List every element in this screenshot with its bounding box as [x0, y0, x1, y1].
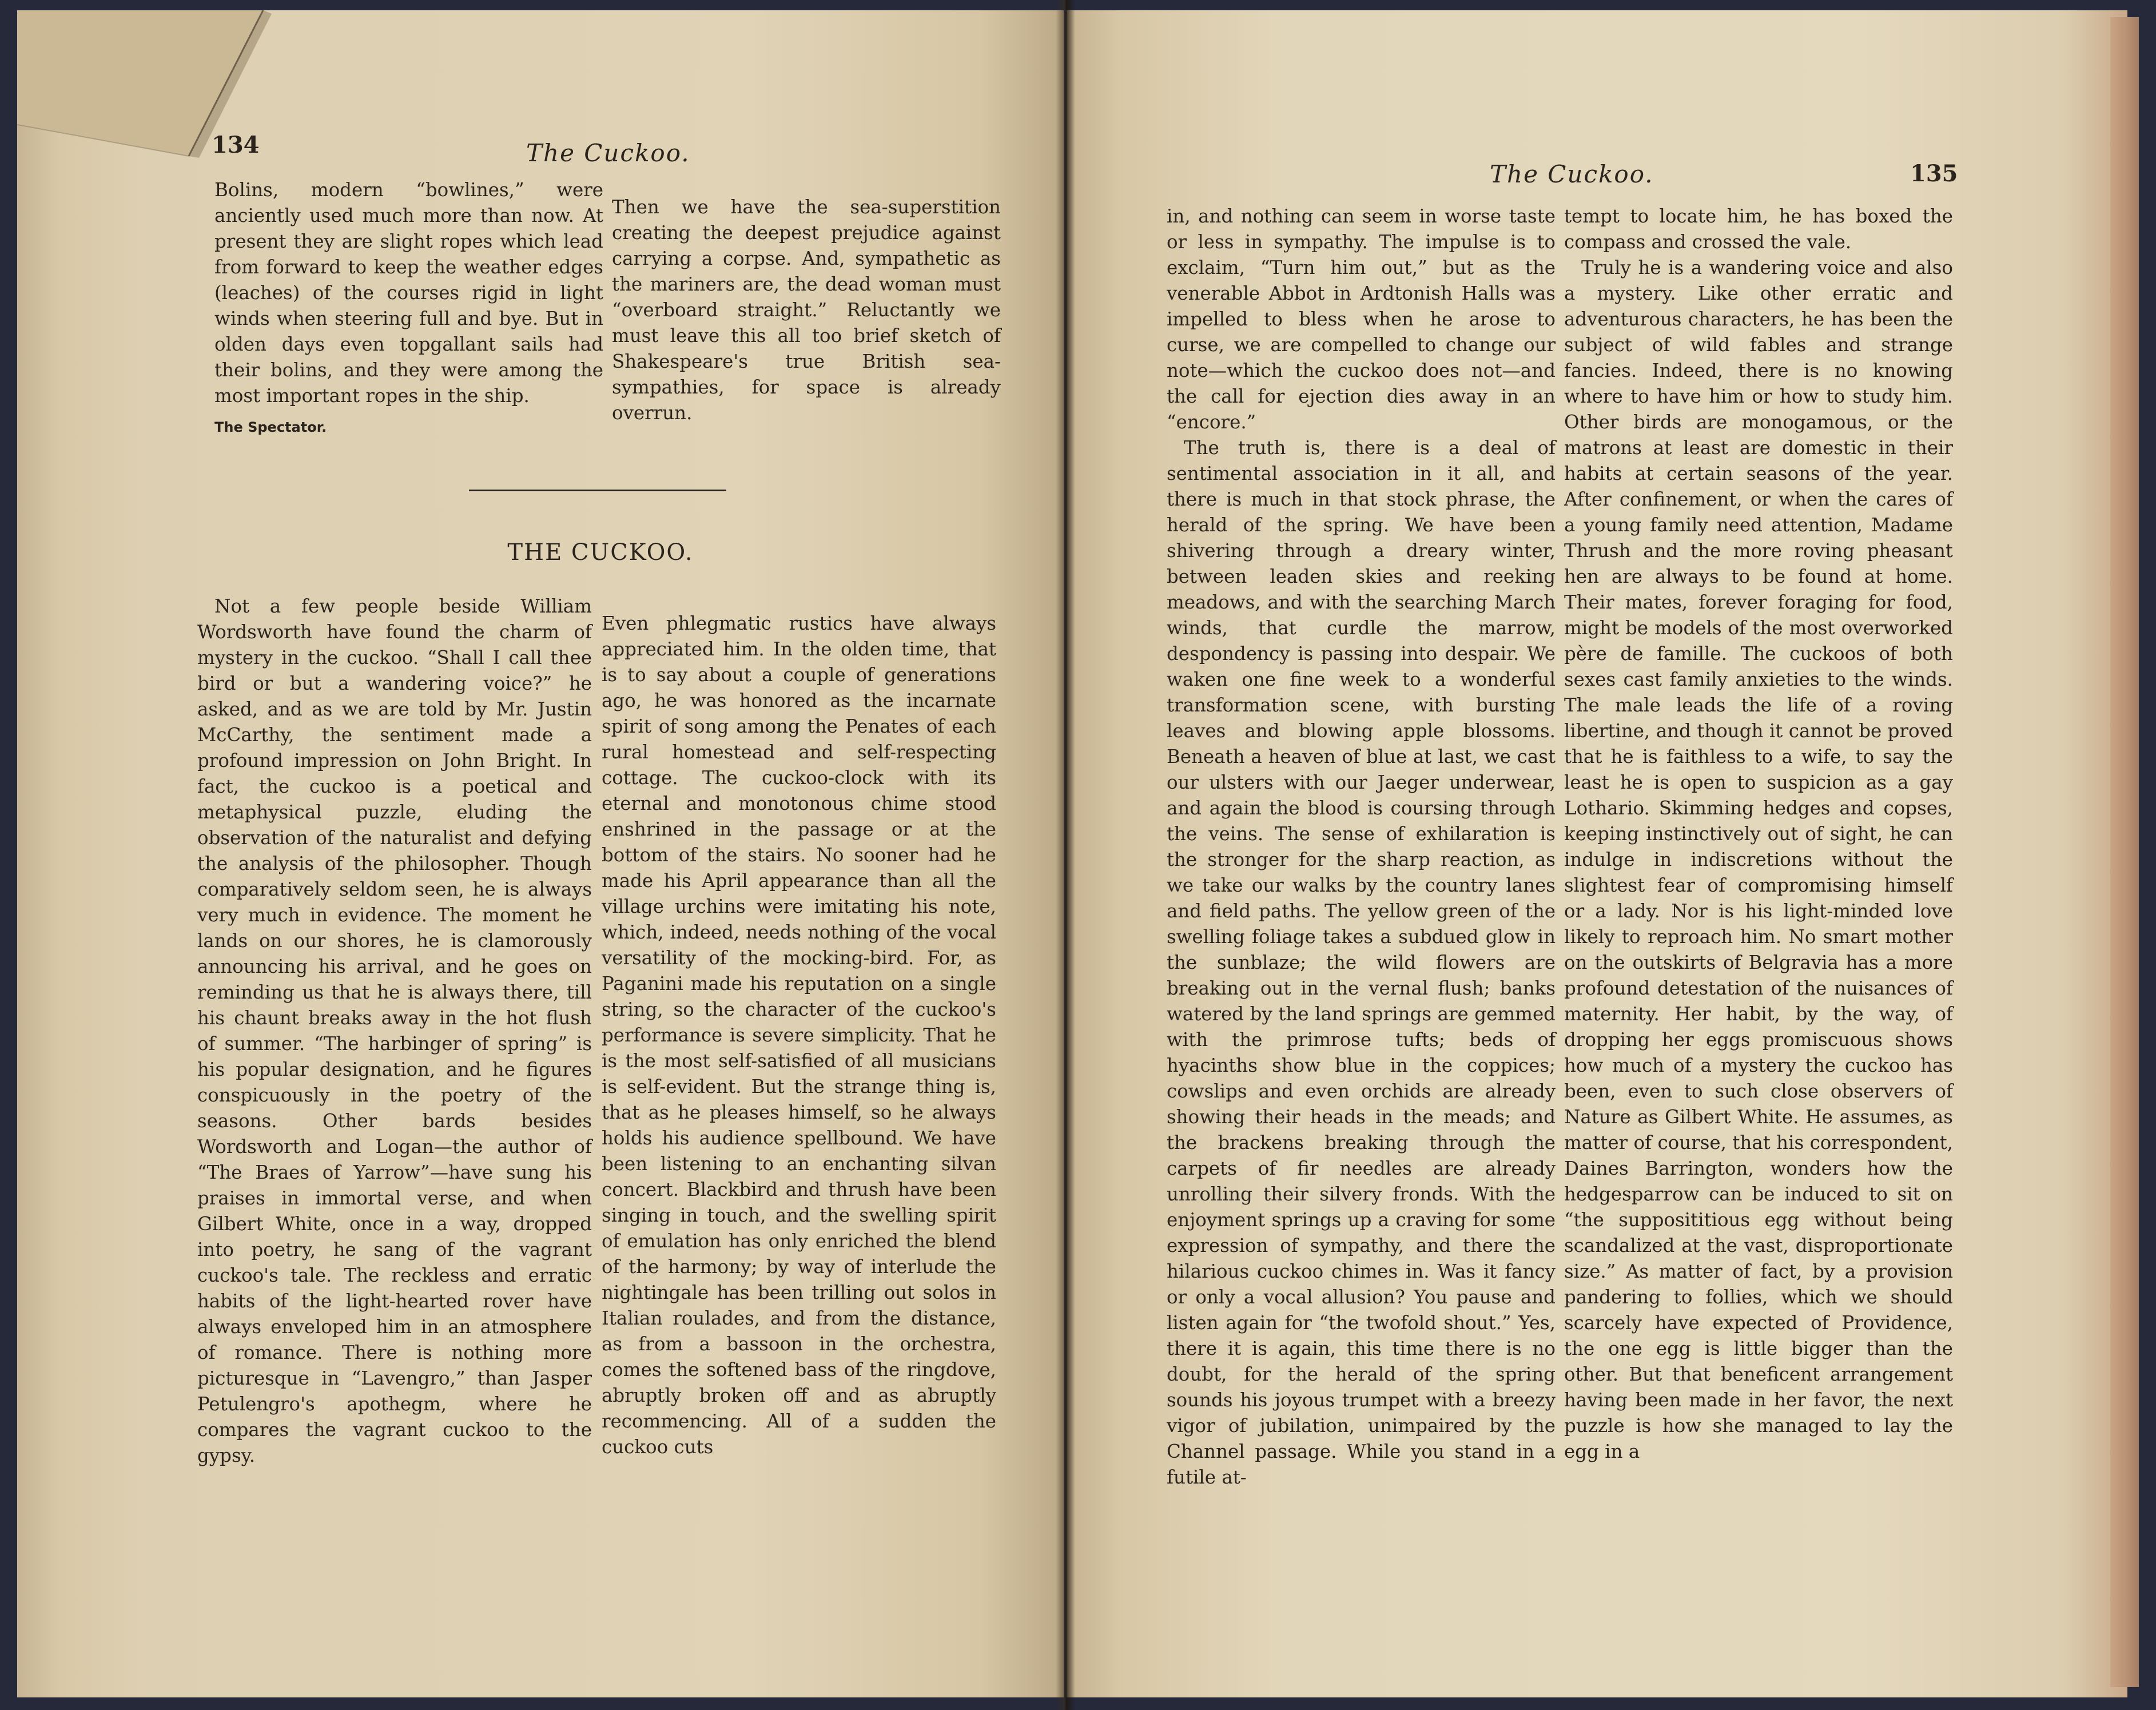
source-attribution: The Spectator.: [214, 419, 327, 435]
prev-article-text: Then we have the sea-superstition creating the deepest prejudice against carrying a corpse. And, sympathetic as the mariners are, the dead woman must “overboard straight.” Reluctantly we must leave this all too brief sketch of Shakespeare's true British sea-sympathies, for space is already overrun.: [612, 196, 1001, 424]
article-column-2: [602, 611, 996, 1460]
running-head: The Cuckoo.: [526, 139, 690, 167]
paragraph: Even phlegmatic rustics have always appreciated him. In the olden time, that is to say about a couple of generations ago, he was honored as the incarnate spirit of song among the Penates of each rural homestead and self-respecting cottage. The cuckoo-clock with its eternal and monotonous chime stood enshrined in the passage or at the bottom of the stairs. No sooner had he made his April appearance than all the village urchins were imitating his note, which, indeed, needs nothing of the vocal versatility of the mocking-bird. For, as Paganini made his reputation on a single string, so the character of the cuckoo's performance is severe simplicity. That he is the most self-satisfied of all musicians is self-evident. But the strange thing is, that as he pleases himself, so he always holds his audience spellbound. We have been listening to an enchanting silvan concert. Blackbird and thrush have been singing in touch, and the swelling spirit of emulation has only enriched the blend of the harmony; by way of interlude the nightingale has been trilling out solos in Italian roulades, and from the distance, as from a bassoon in the orchestra, comes the softened bass of the ringdove, abruptly broken off and as abruptly recommencing. All of a sudden the cuckoo cuts: [602, 613, 996, 1458]
paragraph: The truth is, there is a deal of sentimental association in it all, and there is much in that stock phrase, the herald of the spring. We have been shivering through a dreary winter, between leaden skies and reeking meadows, and with the searching March winds, that curdle the marrow, despondency is passing into despair. We waken one fine week to a wonderful transformation scene, with bursting leaves and blowing apple blossoms. Beneath a heaven of blue at last, we cast our ulsters with our Jaeger underwear, and again the blood is coursing through the veins. The sense of exhilaration is the stronger for the sharp reaction, as we take our walks by the country lanes and field paths. The yellow green of the swelling foliage takes a subdued glow in the sunblaze; the wild flowers are breaking out in the vernal flush; banks watered by the land springs are gemmed with the primrose tufts; beds of hyacinths show blue in the coppices; cowslips and even orchids are already showing their heads in the meads; and the brackens breaking through the carpets of fir needles are already unrolling their silvery fronds. With the enjoyment springs up a craving for some expression of sympathy, and there the hilarious cuckoo chimes in. Was it fancy or only a vocal allusion? You pause and listen again for “the twofold shout.” Yes, there it is again, this time there is no doubt, for the herald of the spring sounds his joyous trumpet with a breezy vigor of jubilation, unimpaired by the Channel passage. While you stand in a futile at-: [1167, 437, 1556, 1488]
article-column-1: [1167, 204, 1556, 1490]
prev-article-column-1: [214, 177, 603, 440]
page-number: 134: [212, 132, 260, 158]
book-gutter: [1056, 0, 1075, 1710]
paragraph: Not a few people beside William Wordsworth have found the charm of mystery in the cuckoo. “Shall I call thee bird or but a wandering voice?” he asked, and as we are told by Mr. Justin McCarthy, the sentiment made a profound impression on John Bright. In fact, the cuckoo is a poetical and metaphysical puzzle, eluding the observation of the naturalist and defying the analysis of the philosopher. Though comparatively seldom seen, he is always very much in evidence. The moment he lands on our shores, he is clamorously announcing his arrival, and he goes on reminding us that he is always there, till his chaunt breaks away in the hot flush of summer. “The harbinger of spring” is his popular designation, and he figures conspicuously in the poetry of the seasons. Other bards besides Wordsworth and Logan—the author of “The Braes of Yarrow”—have sung his praises in immortal verse, and when Gilbert White, once in a way, dropped into poetry, he sang of the vagrant cuckoo's tale. The reckless and erratic habits of the light-hearted rover have always enveloped him in an atmosphere of romance. There is nothing more picturesque in “Lavengro,” than Jasper Petulengro's apothegm, where he compares the vagrant cuckoo to the gypsy.: [197, 595, 592, 1466]
page-number: 135: [1910, 160, 1958, 187]
running-head: The Cuckoo.: [1490, 160, 1654, 188]
prev-article-text: Bolins, modern “bowlines,” were anciently used much more than now. At present they are slight ropes which lead from forward to keep the weather edges (leaches) of the courses rigid in light winds when steering full and bye. But in olden days even topgallant sails had their bolins, and they were among the most important ropes in the ship.: [214, 179, 603, 407]
article-title: THE CUCKOO.: [507, 539, 694, 566]
section-divider: [469, 490, 726, 491]
article-column-1: [197, 594, 592, 1469]
prev-article-column-2: [612, 194, 1001, 426]
paragraph: tempt to locate him, he has boxed the compass and crossed the vale.: [1564, 205, 1953, 253]
paragraph: in, and nothing can seem in worse taste or less in sympathy. The impulse is to exclaim, “Turn him out,” but as the venerable Abbot in Ardtonish Halls was impelled to bless when he arose to curse, we are compelled to change our note—which the cuckoo does not—and the call for ejection dies away in an “encore.”: [1167, 205, 1556, 433]
right-page: [1067, 10, 2127, 1697]
page-edge: [2110, 17, 2139, 1687]
left-page: [17, 10, 1064, 1697]
folded-corner: [17, 10, 275, 159]
paragraph: Truly he is a wandering voice and also a mystery. Like other erratic and adventurous characters, he has been the subject of wild fables and strange fancies. Indeed, there is no knowing where to have him or how to study him. Other birds are monogamous, or the matrons at least are domestic in their habits at certain seasons of the year. After confinement, or when the cares of a young family need attention, Madame Thrush and the more roving pheasant hen are always to be found at home. Their mates, forever foraging for food, might be models of the most overworked père de famille. The cuckoos of both sexes cast family anxieties to the winds. The male leads the life of a roving libertine, and though it cannot be proved that he is faithless to a wife, to say the least he is open to suspicion as a gay Lothario. Skimming hedges and copses, keeping instinctively out of sight, he can indulge in indiscretions without the slightest fear of compromising himself or a lady. Nor is his light-minded love likely to reproach him. No smart mother on the outskirts of Belgravia has a more profound detestation of the nuisances of maternity. Her habit, by the way, of dropping her eggs promiscuous shows how much of a mystery the cuckoo has been, even to such close observers of Nature as Gilbert White. He assumes, as matter of course, that his correspondent, Daines Barrington, wonders how the hedgesparrow can be induced to sit on “the supposititious egg without being scandalized at the vast, disproportionate size.” As matter of fact, by a provision pandering to follies, which we should scarcely have expected of Providence, the one egg is little bigger than the other. But that beneficent arrangement having been made in her favor, the next puzzle is how she managed to lay the egg in a: [1564, 257, 1953, 1462]
article-column-2: [1564, 204, 1953, 1465]
